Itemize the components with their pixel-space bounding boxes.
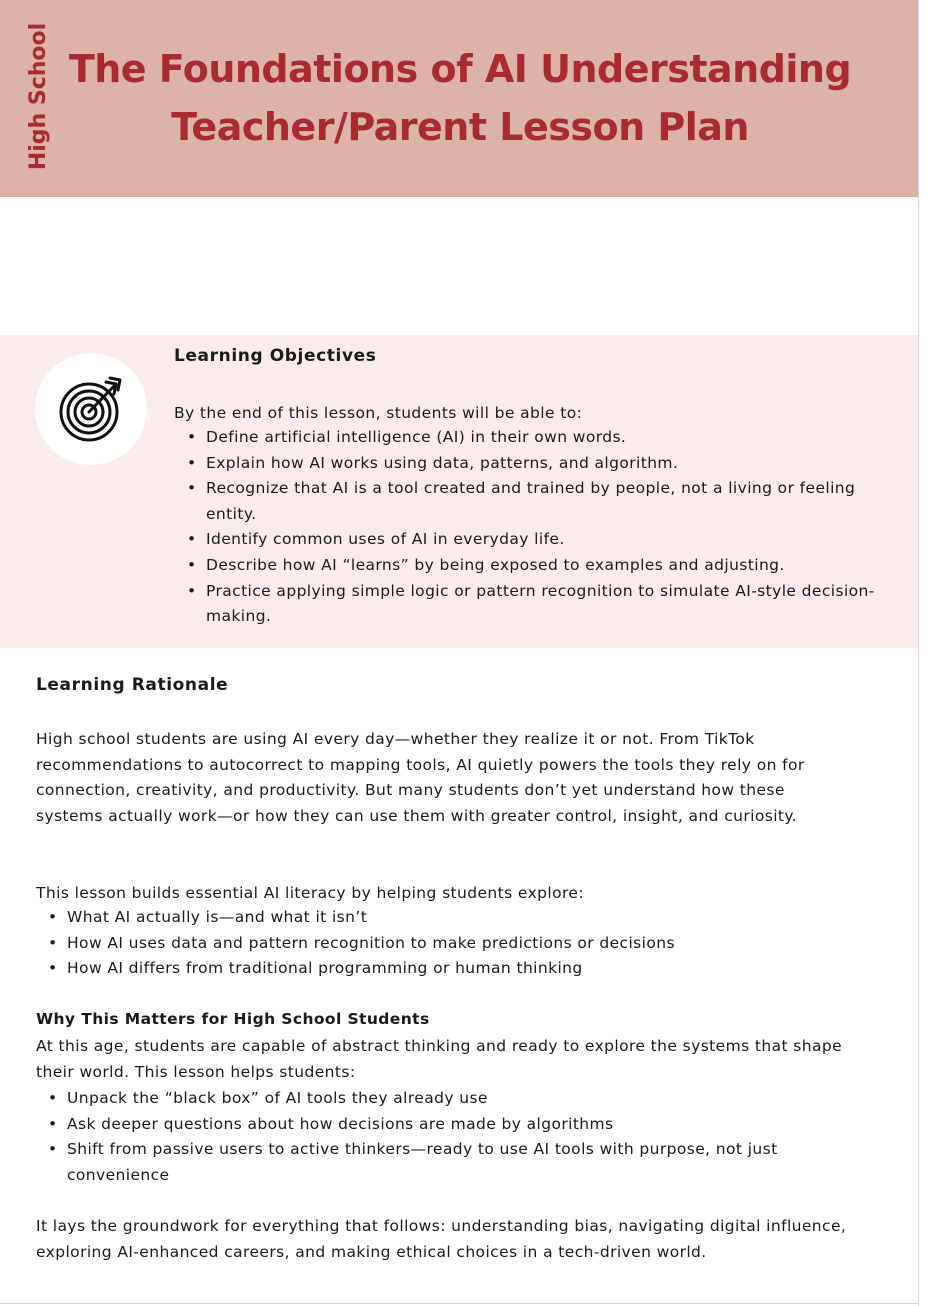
list-item: • Recognize that AI is a tool created and trained by people, not a living or feeling entity. bbox=[206, 476, 906, 527]
objectives-heading: Learning Objectives bbox=[174, 346, 377, 366]
page-right-edge bbox=[918, 0, 919, 1306]
list-item: • Explain how AI works using data, patterns, and algorithm. bbox=[206, 451, 906, 477]
objectives-icon-badge bbox=[35, 353, 147, 465]
list-item: • Practice applying simple logic or pattern recognition to simulate AI-style decision-making. bbox=[206, 579, 906, 630]
grade-level-label: High School bbox=[26, 22, 52, 170]
objectives-intro: By the end of this lesson, students will be able to: bbox=[174, 404, 583, 422]
explore-list bbox=[36, 905, 887, 982]
page-title bbox=[60, 40, 860, 156]
page-bottom-edge bbox=[0, 1303, 919, 1304]
objectives-list bbox=[174, 425, 906, 630]
list-item: • Describe how AI “learns” by being exposed to examples and adjusting. bbox=[206, 553, 906, 579]
target-with-arrow-icon bbox=[56, 374, 126, 444]
why-matters-list bbox=[36, 1086, 867, 1188]
why-matters-paragraph: At this age, students are capable of abstract thinking and ready to explore the systems that shape their world. This lesson helps students: bbox=[36, 1037, 843, 1081]
title-line-2: Teacher/Parent Lesson Plan bbox=[171, 105, 749, 149]
grade-level-tag bbox=[22, 22, 56, 170]
rationale-heading: Learning Rationale bbox=[36, 675, 229, 695]
rationale-paragraph-2: This lesson builds essential AI literacy by helping students explore: bbox=[36, 884, 584, 902]
list-item: • Identify common uses of AI in everyday life. bbox=[206, 527, 906, 553]
list-item: • How AI uses data and pattern recognition to make predictions or decisions bbox=[67, 931, 887, 957]
list-item: • Define artificial intelligence (AI) in their own words. bbox=[206, 425, 906, 451]
list-item: • Shift from passive users to active thinkers—ready to use AI tools with purpose, not just convenience bbox=[67, 1137, 867, 1188]
list-item: • How AI differs from traditional programming or human thinking bbox=[67, 956, 887, 982]
title-line-1: The Foundations of AI Understanding bbox=[68, 47, 852, 91]
rationale-paragraph-1: High school students are using AI every day—whether they realize it or not. From TikTok recommendations to autocorrect to mapping tools, AI quietly powers the tools they rely on for connection, creativity, and productivity. But many students don’t yet understand how these systems actually work—or how they can use them with greater control, insight, and curiosity. bbox=[36, 730, 805, 825]
list-item: • What AI actually is—and what it isn’t bbox=[67, 905, 887, 931]
closing-paragraph: It lays the groundwork for everything that follows: understanding bias, navigating digital influence, exploring AI-enhanced careers, and making ethical choices in a tech-driven world. bbox=[36, 1217, 847, 1261]
why-matters-heading: Why This Matters for High School Students bbox=[36, 1010, 430, 1028]
list-item: • Ask deeper questions about how decisions are made by algorithms bbox=[67, 1112, 867, 1138]
list-item: • Unpack the “black box” of AI tools they already use bbox=[67, 1086, 867, 1112]
